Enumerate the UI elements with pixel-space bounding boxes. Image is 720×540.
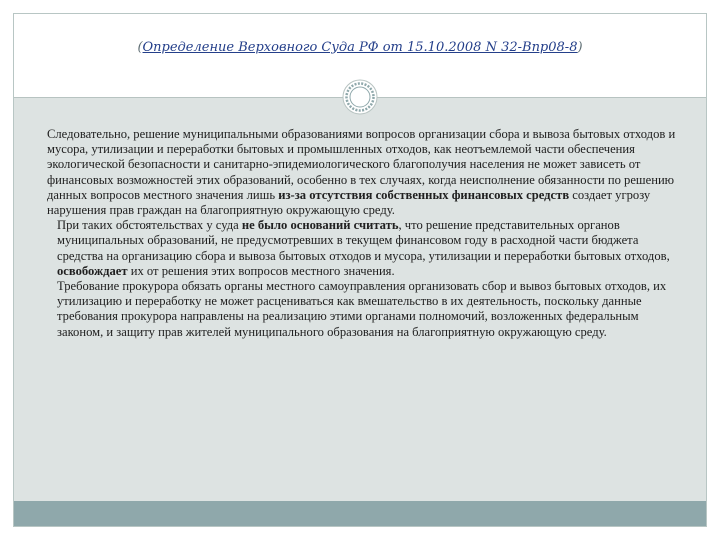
paragraph — [47, 218, 687, 279]
text-run: их от решения этих вопросов местного значения. — [127, 263, 395, 278]
ruling-text — [47, 127, 687, 340]
emphasis-run: из-за отсутствия собственных финансовых средств — [278, 187, 570, 202]
paragraph — [47, 279, 687, 340]
emphasis-run: освобождает — [57, 263, 128, 278]
paragraph — [47, 127, 687, 218]
text-run: При таких обстоятельствах у суда — [57, 218, 242, 233]
court-ruling-link[interactable]: Определение Верховного Суда РФ от 15.10.2008 N 32-Впр08-8 — [142, 40, 578, 55]
footer-bar — [14, 501, 706, 526]
emphasis-run: не было оснований считать — [241, 218, 399, 233]
title-close-paren: ) — [577, 40, 583, 55]
title-open-paren: ( — [137, 40, 143, 55]
text-run: создает угрозу нарушения прав граждан на благоприятную окружающую среду. — [47, 187, 651, 218]
text-run: Требование прокурора обязать органы местного самоуправления организовать сбор и вывоз бытовых отходов, их утилизацию и переработку не может расцениваться как вмешательство в их деятельность, поскольку данные требования прокурора направлены на реализацию этими органами полномочий, возложенных федеральным законом, и защиту прав жителей муниципального образования на благоприятную окружающую среду. — [57, 279, 667, 339]
text-run: Следовательно, решение муниципальными образованиями вопросов организации сбора и вывоза бытовых отходов и мусора, утилизации и переработки бытовых и промышленных отходов, как неотъемлемой части обеспечения экологической безопасности и санитарно-эпидемиологического благополучия населения не может зависеть от финансовых возможностей этих образований, особенно в тех случаях, когда неисполнение обязанности по решению данных вопросов местного значения лишь — [47, 127, 676, 202]
ring-ornament-icon — [342, 79, 378, 115]
text-run: , что решение представительных органов муниципальных образований, не предусмотревших в текущем финансовом году в расходной части бюджета средства на организацию сбора и вывоза бытовых отходов и мусора, утилизации и переработки бытовых отходов, — [57, 218, 670, 263]
page-title — [14, 40, 706, 55]
